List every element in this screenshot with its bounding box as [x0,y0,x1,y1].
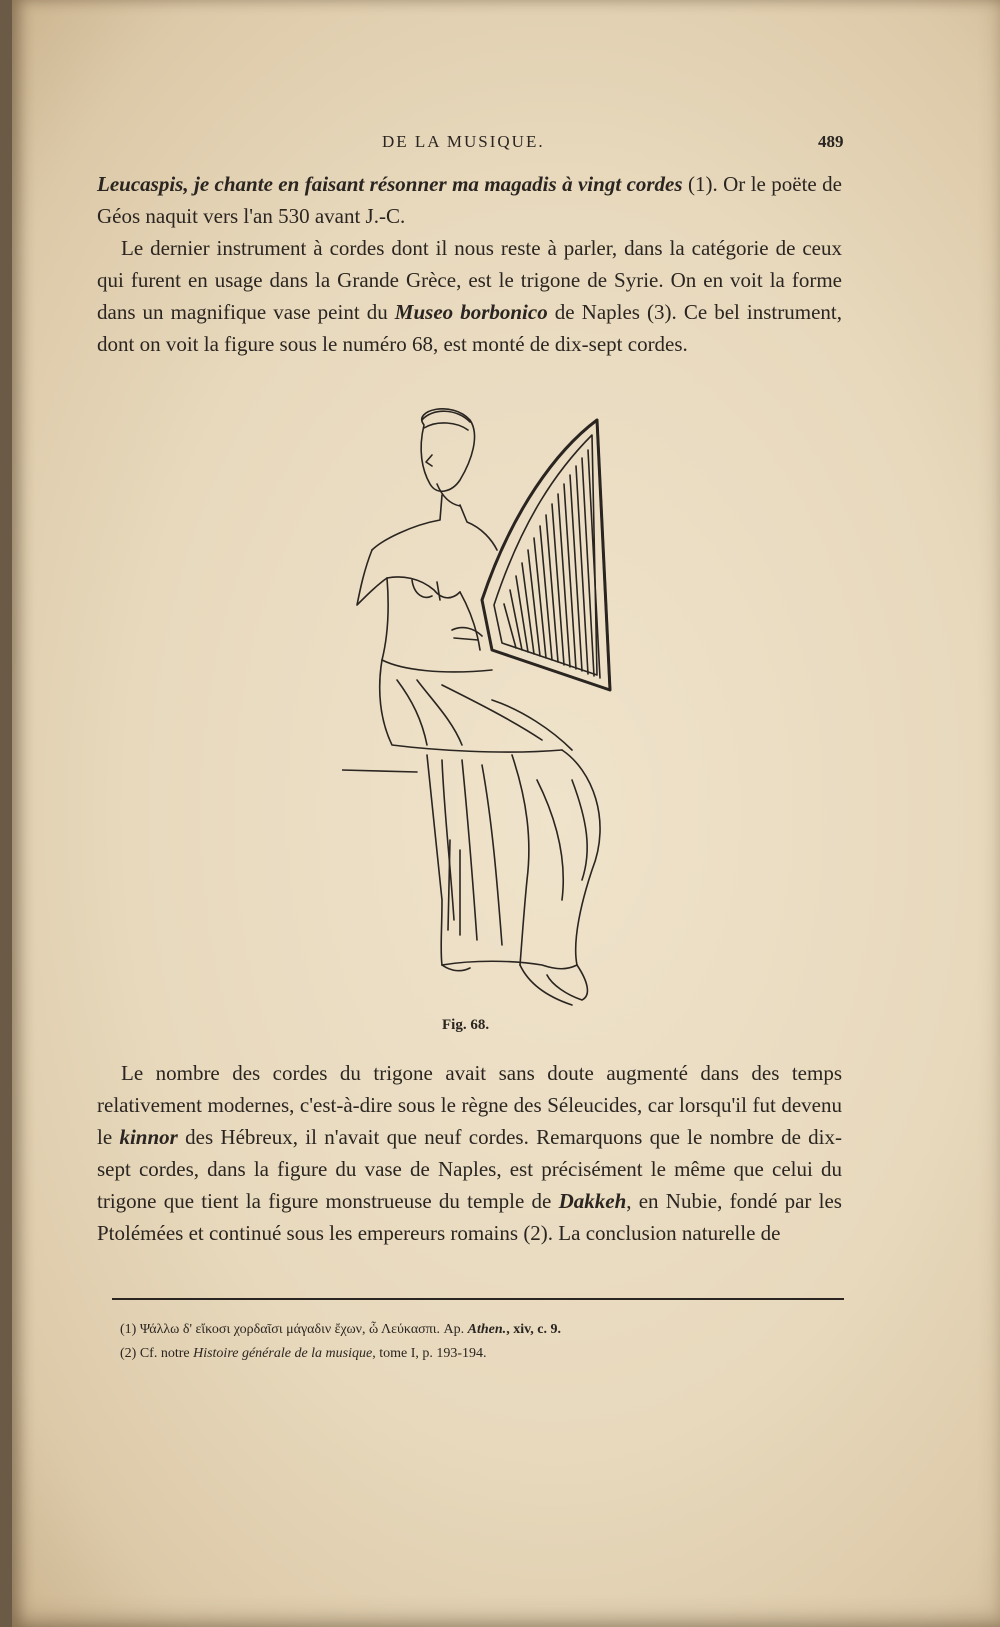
footnote-1 [120,1318,840,1342]
footnote-2-ref: , tome I, p. 193-194. [372,1346,487,1361]
verse-note: (1). [682,172,718,196]
figure-68-illustration [342,400,642,1010]
footnotes [120,1318,840,1366]
dakkeh-term: Dakkeh [558,1189,627,1213]
running-head [12,132,1000,154]
footnote-1-text: (1) Ψάλλω δ' εἴκοσι χορδαῖσι μάγαδιν ἔχων, ὦ Λεύκασπι. Ap. [120,1322,468,1337]
strings-text-1: Le nombre des cordes du trigone avait sans doute augmenté dans des temps relativement modernes, c'est-à-dire sous le règne des Séleucides, car lorsqu'il fut devenu le [97,1061,842,1149]
trigone-text-end: de Naples (3). Ce bel instrument, dont on voit la figure sous le numéro 68, est monté de dix-sept cordes. [97,300,843,356]
trigone-paragraph [97,232,842,360]
verse-quote: Leucaspis, je chante en faisant résonner ma magadis à vingt cordes [97,172,683,196]
footnote-rule [112,1298,844,1300]
figure-caption: Fig. 68. [442,1017,490,1033]
museo-name: Museo borbonico [394,300,548,324]
strings-text-3: , en Nubie, fondé par les Ptolémées et continué sous les empereurs romains (2). La conclusion naturelle de [97,1189,842,1245]
book-page [12,0,1000,1627]
upper-text [97,168,842,360]
running-title: DE LA MUSIQUE. [382,132,545,151]
footnote-2-title: Histoire générale de la musique [193,1346,373,1361]
poet-date-sentence: Or le poëte de Géos naquit vers l'an 530 avant J.-C. [97,172,842,228]
seated-woman-with-trigone-drawing [342,400,642,1010]
trigone-text-start: Le dernier instrument à cordes dont il nous reste à parler, dans la catégorie de ceux qui furent en usage dans la Grande Grèce, est le trigone de Syrie. On en voit la forme dans un magnifique vase peint du [97,236,842,324]
kinnor-term: kinnor [119,1125,178,1149]
footnote-2 [120,1342,840,1366]
page-number: 489 [818,132,844,151]
lower-text [97,1057,842,1249]
footnote-1-source: Athen. [467,1322,507,1337]
footnote-2-text: (2) Cf. notre [120,1346,194,1361]
verse-continuation [97,168,842,232]
footnote-1-ref: , xiv, c. 9. [506,1322,562,1337]
strings-text-2: des Hébreux, il n'avait que neuf cordes. Remarquons que le nombre de dix-sept cordes, dans la figure du vase de Naples, est précisément le même que celui du trigone que tient la figure monstrueuse du temple de [97,1125,843,1213]
strings-paragraph [97,1057,842,1249]
